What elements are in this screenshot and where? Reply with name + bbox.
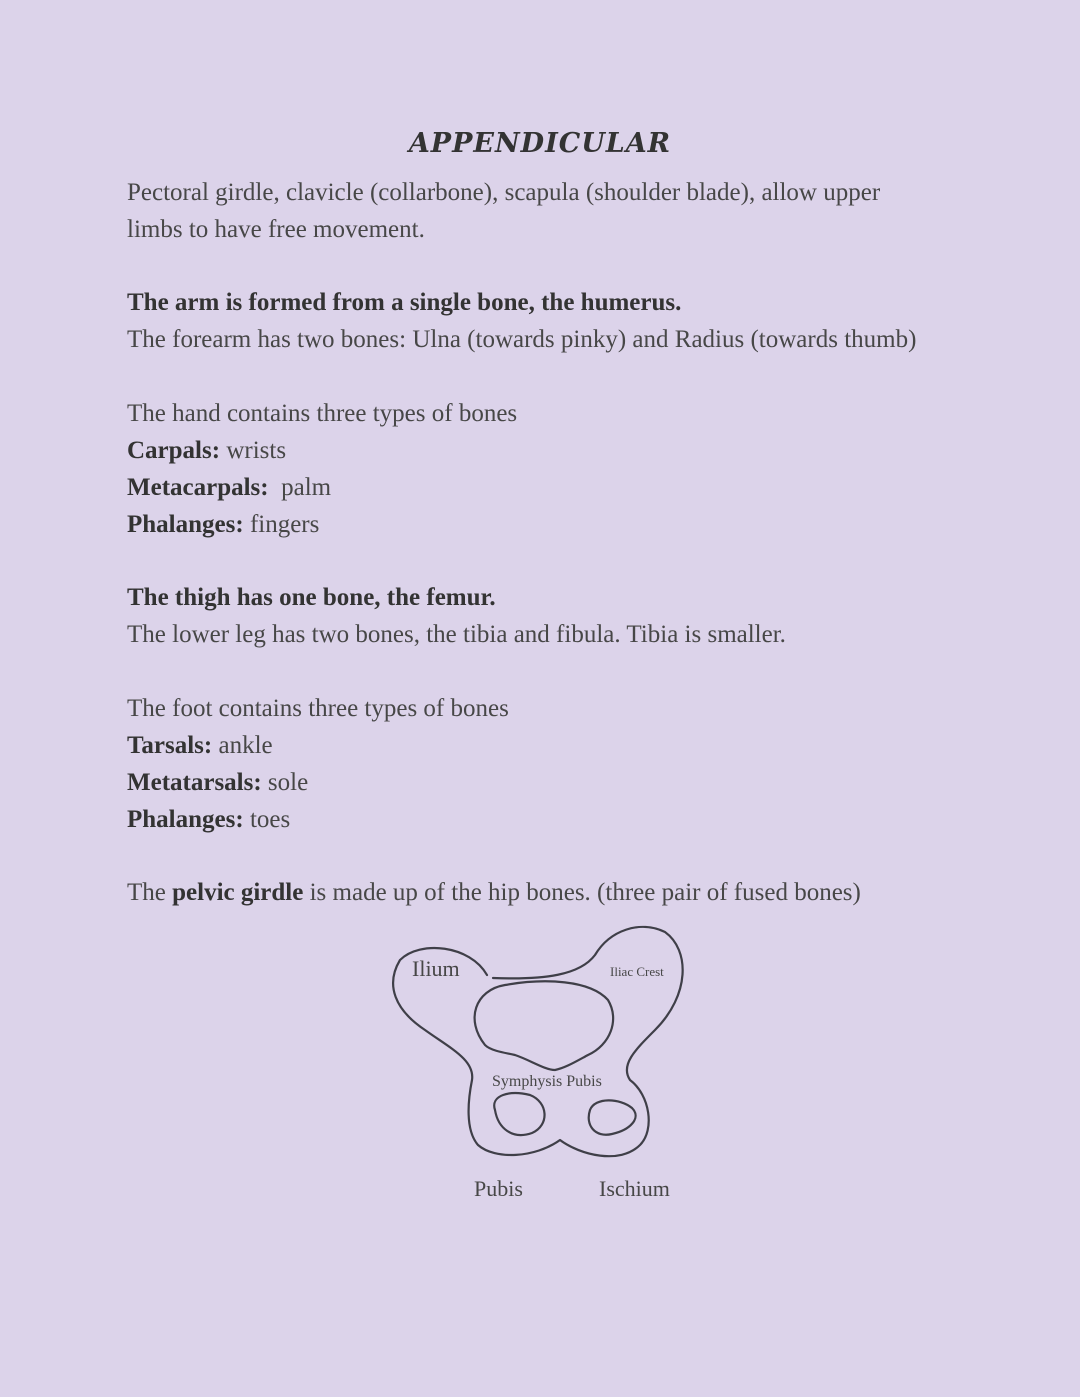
- pelvis-bold: pelvic girdle: [172, 879, 304, 906]
- forearm-line: The forearm has two bones: Ulna (towards pinky) and Radius (towards thumb): [127, 326, 917, 353]
- foot-intro: The foot contains three types of bones: [127, 695, 509, 722]
- pelvis-suffix: is made up of the hip bones. (three pair of fused bones): [303, 879, 861, 906]
- hand-item-carpals: [127, 436, 286, 466]
- foot-item-tarsals: [127, 731, 273, 761]
- foot-desc: sole: [261, 769, 309, 796]
- foot-term: Tarsals:: [127, 732, 213, 759]
- thigh-heading: [127, 583, 496, 613]
- pelvis-prefix: The: [127, 879, 173, 906]
- lower-leg-line: The lower leg has two bones, the tibia and fibula. Tibia is smaller.: [127, 621, 786, 648]
- foot-item-metatarsals: [127, 768, 308, 798]
- thigh-bold-text: The thigh has one bone, the femur.: [127, 584, 496, 611]
- obturator-foramen-left: [494, 1093, 544, 1135]
- pelvis-diagram: [380, 915, 700, 1215]
- ilium-label: Ilium: [412, 956, 460, 981]
- ischium-label: Ischium: [599, 1176, 670, 1201]
- hand-desc: wrists: [220, 437, 287, 464]
- hand-desc: fingers: [243, 511, 320, 538]
- hand-item-phalanges: [127, 510, 319, 540]
- foot-term: Phalanges:: [127, 806, 244, 833]
- obturator-foramen-right: [589, 1100, 636, 1134]
- foot-desc: toes: [243, 806, 291, 833]
- pubis-label: Pubis: [474, 1176, 523, 1201]
- pectoral-line-2: limbs to have free movement.: [127, 216, 425, 243]
- foot-term: Metatarsals:: [127, 769, 262, 796]
- hand-item-metacarpals: [127, 473, 331, 503]
- symphysis-label: Symphysis Pubis: [492, 1073, 602, 1090]
- hand-intro: The hand contains three types of bones: [127, 400, 518, 427]
- arm-bold-text: The arm is formed from a single bone, the humerus.: [127, 289, 682, 316]
- hand-term: Carpals:: [127, 437, 221, 464]
- foot-desc: ankle: [212, 732, 273, 759]
- pectoral-line-1: Pectoral girdle, clavicle (collarbone), scapula (shoulder blade), allow upper: [127, 179, 881, 206]
- pelvis-line: [127, 878, 861, 908]
- hand-desc: palm: [268, 474, 332, 501]
- iliac-crest-label: Iliac Crest: [610, 964, 664, 979]
- page-title: APPENDICULAR: [408, 128, 672, 159]
- hand-term: Phalanges:: [127, 511, 244, 538]
- arm-heading: [127, 288, 681, 318]
- foot-item-phalanges: [127, 805, 290, 835]
- pelvis-inlet: [475, 981, 614, 1070]
- hand-term: Metacarpals:: [127, 474, 269, 501]
- pelvis-svg: [380, 915, 700, 1215]
